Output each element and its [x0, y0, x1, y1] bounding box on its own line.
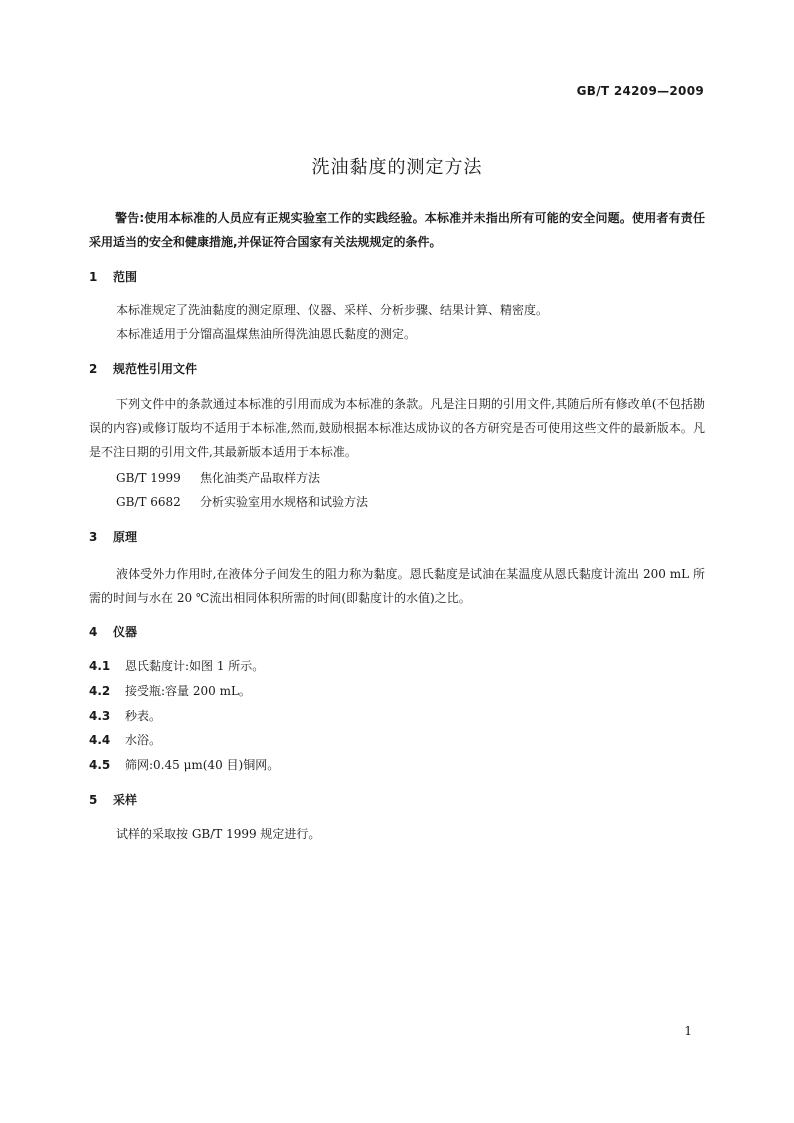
- apparatus-item: [89, 657, 264, 675]
- apparatus-item: [89, 682, 251, 700]
- item-number: 4.5: [89, 758, 111, 772]
- section-4-heading: [89, 623, 137, 641]
- page-number: 1: [684, 1024, 692, 1038]
- reference-name: 分析实验室用水规格和试验方法: [200, 495, 369, 509]
- scope-paragraph-2: 本标准适用于分馏高温煤焦油所得洗油恩氏黏度的测定。: [116, 327, 417, 341]
- section-1-heading: [89, 268, 137, 286]
- section-number: 3: [89, 530, 98, 544]
- normative-paragraph: 下列文件中的条款通过本标准的引用而成为本标准的条款。凡是注日期的引用文件,其随后所有修改单(不包括勘误的内容)或修订版均不适用于本标准,然而,鼓励根据本标准达成协议的各方研究是否可使用这些文件的最新版本。凡是不注日期的引用文件,其最新版本适用于本标准。: [89, 397, 705, 459]
- item-number: 4.4: [89, 733, 111, 747]
- section-number: 2: [89, 362, 98, 376]
- section-3-heading: [89, 528, 137, 546]
- reference-item: [116, 493, 368, 511]
- section-number: 1: [89, 270, 98, 284]
- principle-paragraph: 液体受外力作用时,在液体分子间发生的阻力称为黏度。恩氏黏度是试油在某温度从恩氏黏度计流出 200 mL 所需的时间与水在 20 ℃流出相同体积所需的时间(即黏度计的水值)之比。: [89, 567, 705, 605]
- warning-paragraph: 警告:使用本标准的人员应有正规实验室工作的实践经验。本标准并未指出所有可能的安全问题。使用者有责任采用适当的安全和健康措施,并保证符合国家有关法规规定的条件。: [89, 211, 705, 249]
- apparatus-item: [89, 756, 279, 774]
- section-number: 4: [89, 625, 98, 639]
- apparatus-item: [89, 731, 161, 749]
- reference-name: 焦化油类产品取样方法: [200, 471, 321, 485]
- item-text: 接受瓶:容量 200 mL。: [125, 684, 251, 698]
- apparatus-item: [89, 707, 161, 725]
- section-title: 采样: [113, 793, 138, 807]
- section-title: 规范性引用文件: [113, 362, 198, 376]
- section-5-heading: [89, 791, 137, 809]
- section-title: 原理: [113, 530, 138, 544]
- scope-paragraph-1: 本标准规定了洗油黏度的测定原理、仪器、采样、分析步骤、结果计算、精密度。: [116, 303, 549, 317]
- reference-code: GB/T 6682: [116, 495, 181, 509]
- item-number: 4.1: [89, 659, 111, 673]
- reference-code: GB/T 1999: [116, 471, 181, 485]
- standard-number: GB/T 24209—2009: [576, 84, 704, 98]
- item-number: 4.2: [89, 684, 111, 698]
- section-title: 范围: [113, 270, 138, 284]
- section-title: 仪器: [113, 625, 138, 639]
- item-text: 筛网:0.45 μm(40 目)铜网。: [125, 758, 280, 772]
- reference-item: [116, 469, 320, 487]
- item-text: 秒表。: [125, 709, 162, 723]
- sampling-paragraph: 试样的采取按 GB/T 1999 规定进行。: [116, 827, 321, 841]
- section-2-heading: [89, 360, 197, 378]
- item-number: 4.3: [89, 709, 111, 723]
- item-text: 恩氏黏度计:如图 1 所示。: [125, 659, 265, 673]
- section-number: 5: [89, 793, 98, 807]
- item-text: 水浴。: [125, 733, 162, 747]
- document-title: 洗油黏度的测定方法: [311, 157, 483, 178]
